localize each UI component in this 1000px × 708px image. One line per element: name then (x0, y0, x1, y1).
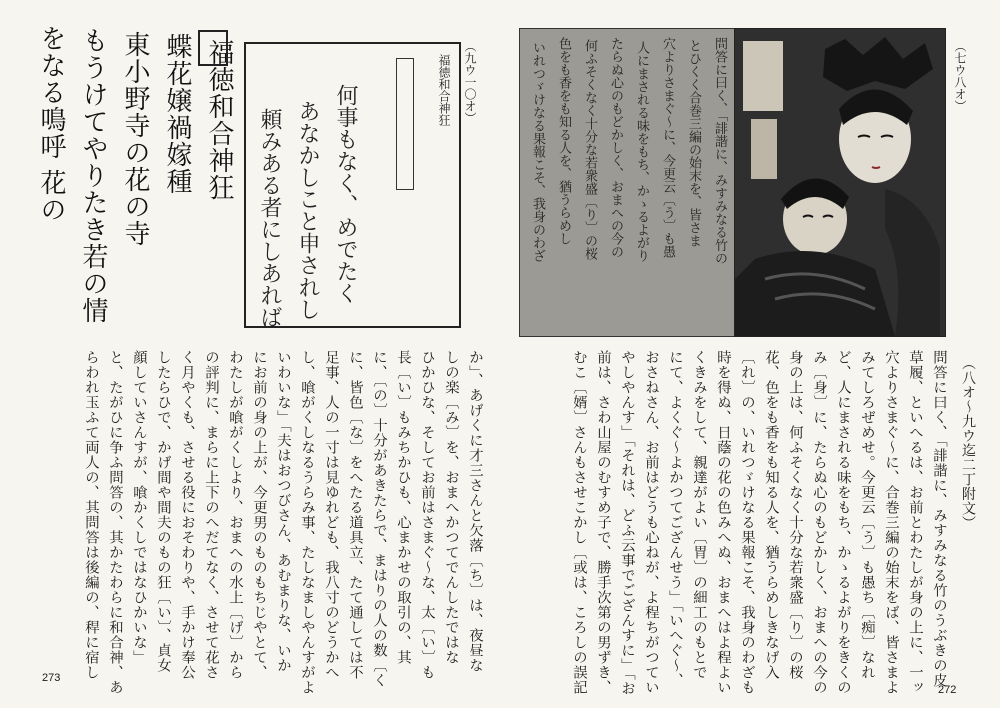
body-column: 草履、といへるは、お前とわたしが身の上に、一ッ (907, 350, 923, 695)
body-column: と、たがひに争ふ問答の、其かたわらに和合神、あ (107, 350, 123, 695)
photo-text-column: 問答に曰く、「誹諧に、みすみなる竹の (712, 37, 727, 265)
body-column: に、皆色〔な〕をへたる道具立、たて通しては不 (347, 350, 363, 680)
body-column: に、〔の〕十分があきたらで、まはりの人の数〔く (371, 350, 387, 688)
body-column: したらひで、かげ間や間夫のもの狂〔い〕、貞女 (155, 350, 171, 673)
calligraphy-column: 蝶花嬢禍嫁種 (162, 33, 192, 195)
body-column: らわれ玉ふて両人の、其問答は後編の、稈に宿し (83, 350, 99, 680)
photo-text-column: たらぬ心のもどかしく、おまへの今の (608, 37, 623, 258)
body-column: 身の上は、何ふそくなく十分な若衆盛〔り〕の桜 (787, 350, 803, 680)
body-column: み〔身〕に、たらぬ心のもどかしく、おまへの今の (811, 350, 827, 695)
photo-text-column: 穴よりさまぐ〜に、今更云〔う〕も愚 (660, 37, 675, 258)
calligraphy-column: もうけてやりたき若の情 (78, 27, 108, 324)
body-column: むこ〔婿〕さんもさせこかし〔或は、ころしの誤記 (571, 350, 587, 695)
body-column: く月やくも、させる役におそわりや、手かけ奉公 (179, 350, 195, 680)
body-column: の評判に、まらに上下のへだてなく、させて花さ (203, 350, 219, 680)
body-column: 穴よりさまぐ〜に、合巻三編の始末をば、皆さまよ (883, 350, 899, 695)
photo-text-column: いれつゞけなる果報こそ、我身のわざ (530, 41, 545, 262)
body-column: みてしろぜめせ。今更云〔う〕も愚ち〔痴〕なれ (859, 350, 875, 680)
body-column: くきみをして、親達がよい〔胃〕の細工のもとで (691, 350, 707, 680)
woodblock-illustration (734, 28, 946, 337)
body-column: ど、人にまされる味をもち、かゝるよがりをきくの (835, 350, 851, 695)
calligraphy-column: をなる鳴呼 花の (36, 25, 66, 224)
body-column: か」、あげくに才三さんと欠落〔ち〕は、夜昼な (467, 350, 483, 673)
frame-tag (396, 58, 414, 190)
calligraphy-panel (38, 25, 238, 325)
body-column: 〔れ〕の、いれつゞけなる果報こそ、我身のわざも (739, 350, 755, 695)
calligraphy-column: 福徳和合神狂 (204, 39, 234, 201)
photo-text-column: とひくく合巻三編の始末を、皆さま (686, 39, 701, 247)
photo-text-column: 何ふそくなく十分な若衆盛〔り〕の桜 (582, 39, 597, 260)
page-number-left: 273 (42, 672, 61, 684)
body-column: やしやんす」「それは、どふ云事でござんすに」「お (619, 350, 635, 696)
body-column: 前は、さわ山屋のむすめ子で、勝手次第の男ずき、 (595, 350, 611, 695)
page-marker-right: （七ウ八オ） (953, 40, 967, 112)
frame-column: 頼みある者にしあれば (257, 108, 282, 328)
seal-stamp (198, 30, 228, 66)
body-column: 時を得ぬ、日蔭の花の色みへぬ、おまへはよ程よい (715, 350, 731, 695)
photo-text-column: 人にまされる味をもち、かゝるよがり (634, 41, 649, 262)
body-column: 顔していさんすが、喰かくしではなひかいな」 (131, 350, 147, 665)
frame-column: 何事もなく、めでたく (333, 84, 358, 304)
frame-margin-label: 福徳和合神狂 (437, 54, 451, 126)
photo-text-column: 色をも香をも知る人を、猶うらめし (556, 37, 571, 245)
body-column: にお前の身の上が、今更男のものもちじやとて、 (251, 350, 267, 680)
woodblock-text-photo (519, 28, 736, 337)
body-column: しの楽〔み〕を、おまへかつてでんしたではな (443, 350, 459, 665)
manuscript-frame (244, 42, 461, 328)
body-column: 長〔い〕もみちかひも、心まかせの取引の、其 (395, 350, 411, 665)
page-number-right: 272 (938, 684, 957, 696)
frame-column: あなかしこと申されし (295, 100, 320, 320)
section-heading: （八オ〜九ウ迄二丁附文） (960, 356, 976, 530)
illustration-figures (735, 29, 945, 336)
body-column: 足事、人の一寸は見ゆれども、我八寸のどうかへ (323, 350, 339, 680)
body-column: 問答に曰く、「誹諧に、みすみなる竹のうぶきの皮 (931, 350, 947, 688)
page-marker-left: （九ウ一〇オ） (463, 40, 477, 124)
body-column: ひかひな、そしてお前はさまぐ〜な、太〔い〕も (419, 350, 435, 680)
body-column: わたしが喰がくしより、おまへの水上〔げ〕から (227, 350, 243, 680)
body-column: いわいな」「夫はおつびさん、あむまりな、いか (275, 350, 291, 673)
body-column: し、喰がくしなるうらみ事、たしなましやんすがよ (299, 350, 315, 695)
body-column: 花、色をも香をも知る人を、猶うらめしきなげ入 (763, 350, 779, 680)
body-column: おさねさん、お前はどうも心ねが、よ程ちがつてい (643, 350, 659, 695)
calligraphy-column: 東小野寺の花の寺 (120, 31, 150, 247)
body-column: にて、よくぐ〜よかつてござんせう」「いへぐ〜、 (667, 350, 683, 688)
